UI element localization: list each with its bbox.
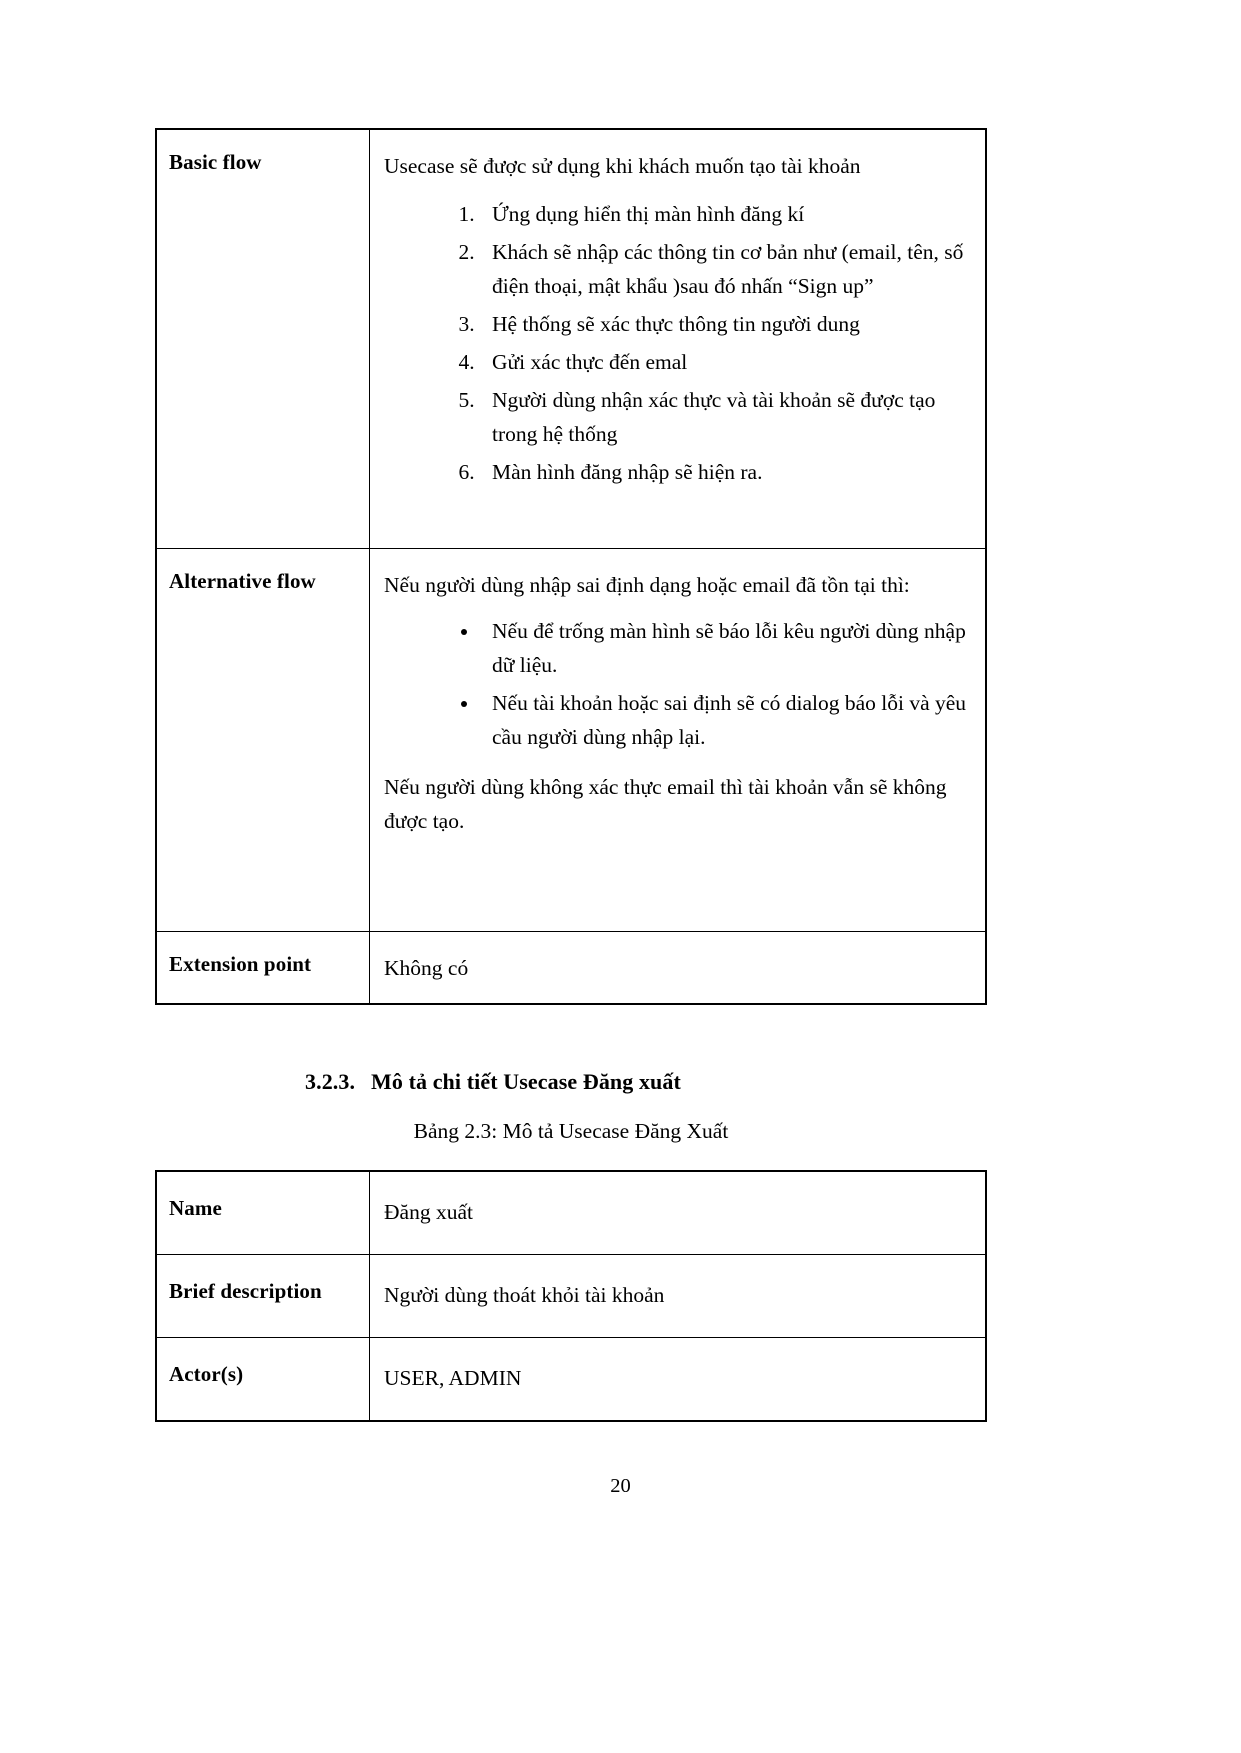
page-content [155,128,987,1422]
row-value-extension-point: Không có [370,931,987,1004]
list-item: 2. Khách sẽ nhập các thông tin cơ bản như (email, tên, số điện thoại, mật khẩu )sau đó nhấn “Sign up” [480,236,971,304]
row-label-actors: Actor(s) [156,1338,370,1421]
row-value-name: Đăng xuất [370,1171,987,1254]
list-item: 3. Hệ thống sẽ xác thực thông tin người dung [480,308,971,342]
row-label-brief-description: Brief description [156,1255,370,1338]
table-row [156,1338,986,1421]
row-value-basic-flow [370,129,987,548]
cell-bottom-space [384,494,971,530]
row-label-extension-point: Extension point [156,931,370,1004]
usecase-logout-table-wrap [155,1170,987,1422]
row-label-basic-flow: Basic flow [156,129,370,548]
list-item: 6. Màn hình đăng nhập sẽ hiện ra. [480,456,971,490]
list-item: 5. Người dùng nhận xác thực và tài khoản sẽ được tạo trong hệ thống [480,384,971,452]
table-row [156,931,986,1004]
row-value-actors: USER, ADMIN [370,1338,987,1421]
section-heading [155,1069,987,1095]
row-value-brief-description: Người dùng thoát khỏi tài khoản [370,1255,987,1338]
usecase-logout-table [155,1170,987,1422]
row-label-name: Name [156,1171,370,1254]
cell-bottom-space [384,839,971,913]
table-row [156,1171,986,1254]
list-item: • Nếu để trống màn hình sẽ báo lỗi kêu người dùng nhập dữ liệu. [480,615,971,683]
section-number: 3.2.3. [305,1069,356,1095]
usecase-signup-table [155,128,987,1005]
basic-flow-steps [384,198,971,490]
page-number: 20 [610,1475,631,1497]
alternative-flow-bullets [384,615,971,755]
alternative-flow-lead: Nếu người dùng nhập sai định dạng hoặc email đã tồn tại thì: [384,572,910,597]
list-item: 4. Gửi xác thực đến emal [480,346,971,380]
list-item: 1. Ứng dụng hiển thị màn hình đăng kí [480,198,971,232]
list-item: • Nếu tài khoản hoặc sai định sẽ có dialog báo lỗi và yêu cầu người dùng nhập lại. [480,687,971,755]
basic-flow-lead: Usecase sẽ được sử dụng khi khách muốn tạo tài khoản [384,154,861,178]
row-value-alternative-flow [370,548,987,931]
table-caption: Bảng 2.3: Mô tả Usecase Đăng Xuất [413,1119,729,1144]
section-title: Mô tả chi tiết Usecase Đăng xuất [371,1069,681,1095]
row-label-alternative-flow: Alternative flow [156,548,370,931]
table-row [156,548,986,931]
table-row [156,1255,986,1338]
alternative-flow-trail: Nếu người dùng không xác thực email thì tài khoản vẫn sẽ không được tạo. [384,774,947,833]
table-row [156,129,986,548]
